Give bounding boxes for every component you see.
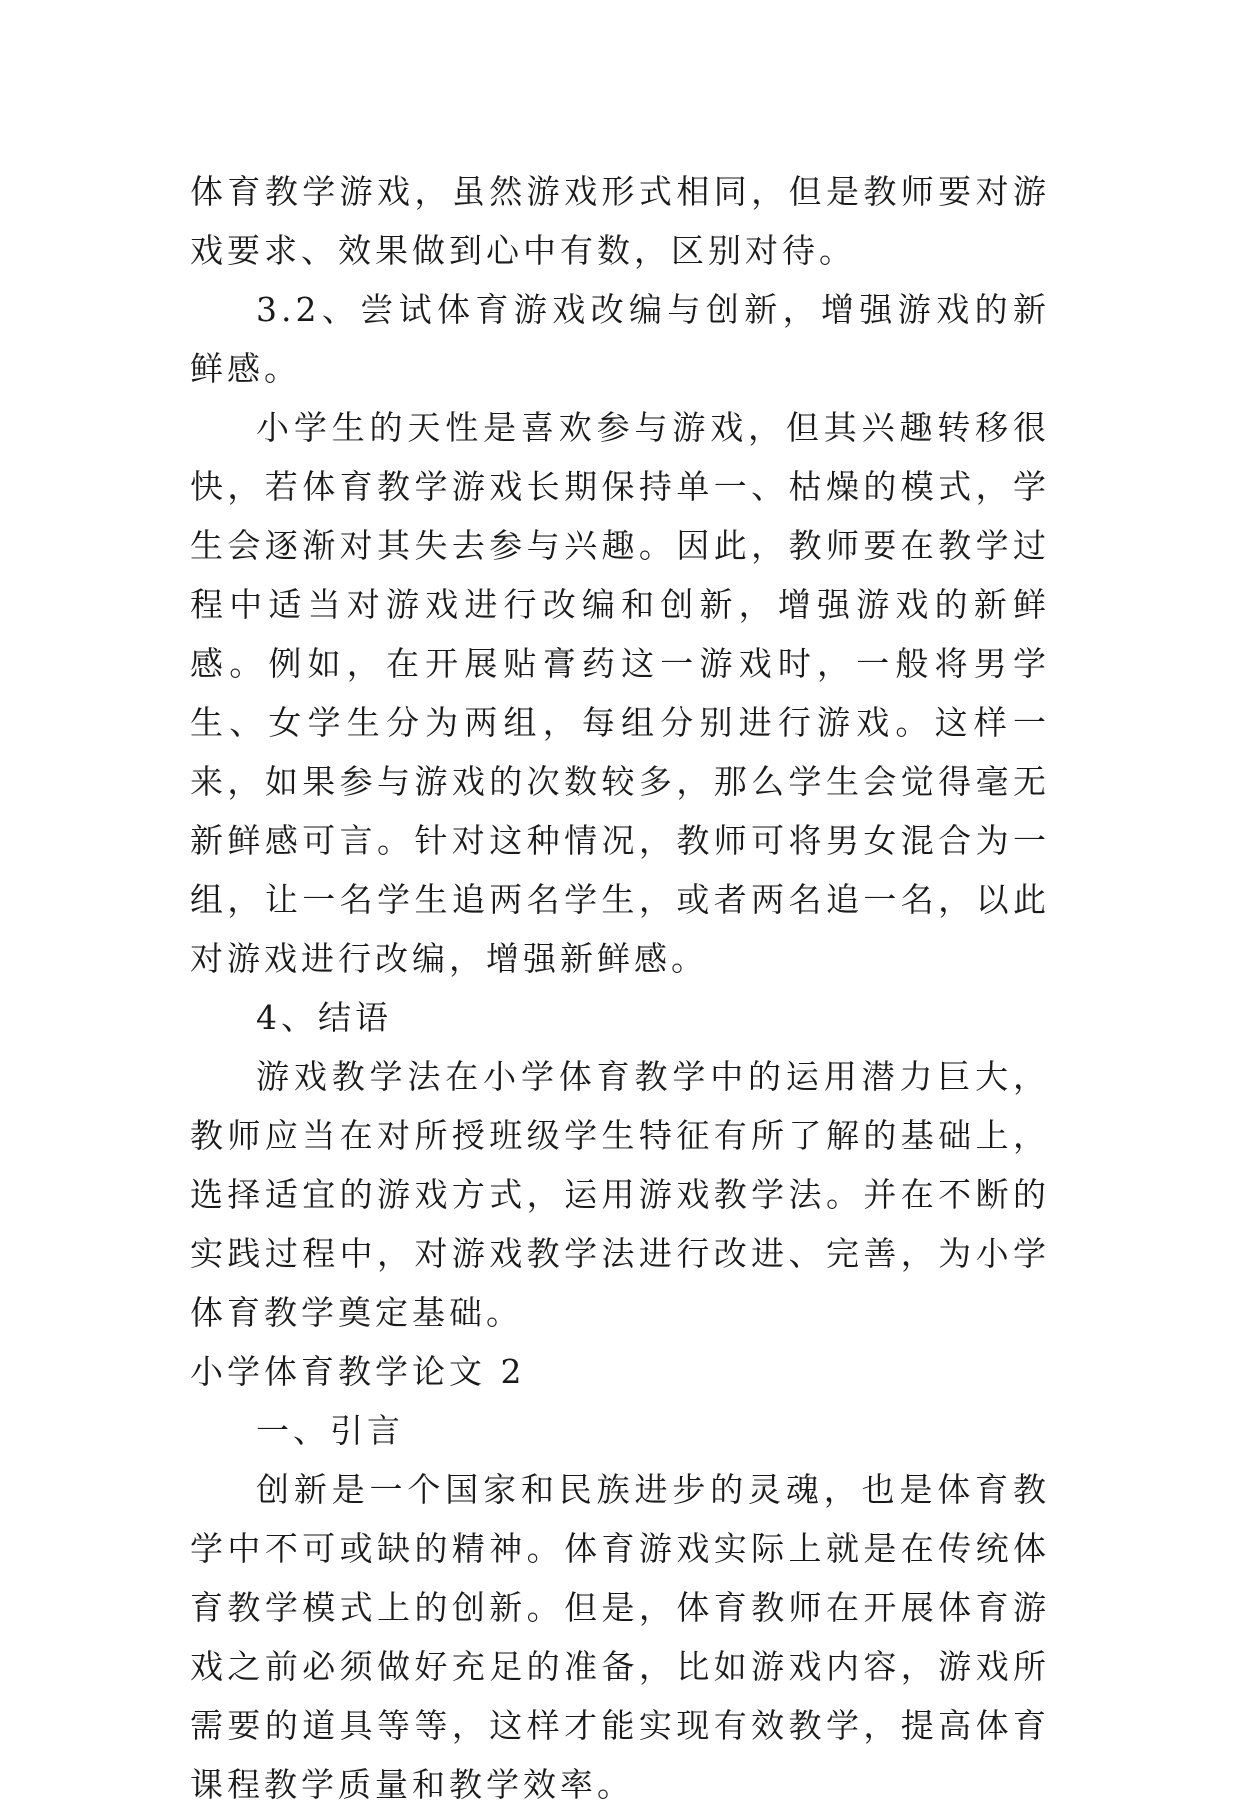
paragraph-continuation: 体育教学游戏，虽然游戏形式相同，但是教师要对游戏要求、效果做到心中有数，区别对待。 bbox=[190, 172, 1050, 270]
article-title: 小学体育教学论文 2 bbox=[190, 1352, 526, 1391]
paragraph-body: 小学生的天性是喜欢参与游戏，但其兴趣转移很快，若体育教学游戏长期保持单一、枯燥的模式，学生会逐渐对其失去参与兴趣。因此，教师要在教学过程中适当对游戏进行改编和创新，增强游戏的新鲜感。例如，在开展贴膏药这一游戏时，一般将男学生、女学生分为两组，每组分别进行游戏。这样一来，如果参与游戏的次数较多，那么学生会觉得毫无新鲜感可言。针对这种情况，教师可将男女混合为一组，让一名学生追两名学生，或者两名追一名，以此对游戏进行改编，增强新鲜感。 bbox=[190, 408, 1050, 978]
section-heading-introduction: 一、引言 bbox=[256, 1411, 404, 1450]
paragraph-conclusion: 游戏教学法在小学体育教学中的运用潜力巨大，教师应当在对所授班级学生特征有所了解的基础上，选择适宜的游戏方式，运用游戏教学法。并在不断的实践过程中，对游戏教学法进行改进、完善，为小学体育教学奠定基础。 bbox=[190, 1057, 1050, 1332]
section-heading-conclusion: 4、结语 bbox=[256, 998, 392, 1037]
paragraph-introduction: 创新是一个国家和民族进步的灵魂，也是体育教学中不可或缺的精神。体育游戏实际上就是在传统体育教学模式上的创新。但是，体育教师在开展体育游戏之前必须做好充足的准备，比如游戏内容，游戏所需要的道具等等，这样才能实现有效教学，提高体育课程教学质量和教学效率。 bbox=[190, 1470, 1050, 1804]
document-body bbox=[190, 162, 1050, 1814]
section-heading-3-2: 3.2、尝试体育游戏改编与创新，增强游戏的新鲜感。 bbox=[190, 290, 1050, 388]
